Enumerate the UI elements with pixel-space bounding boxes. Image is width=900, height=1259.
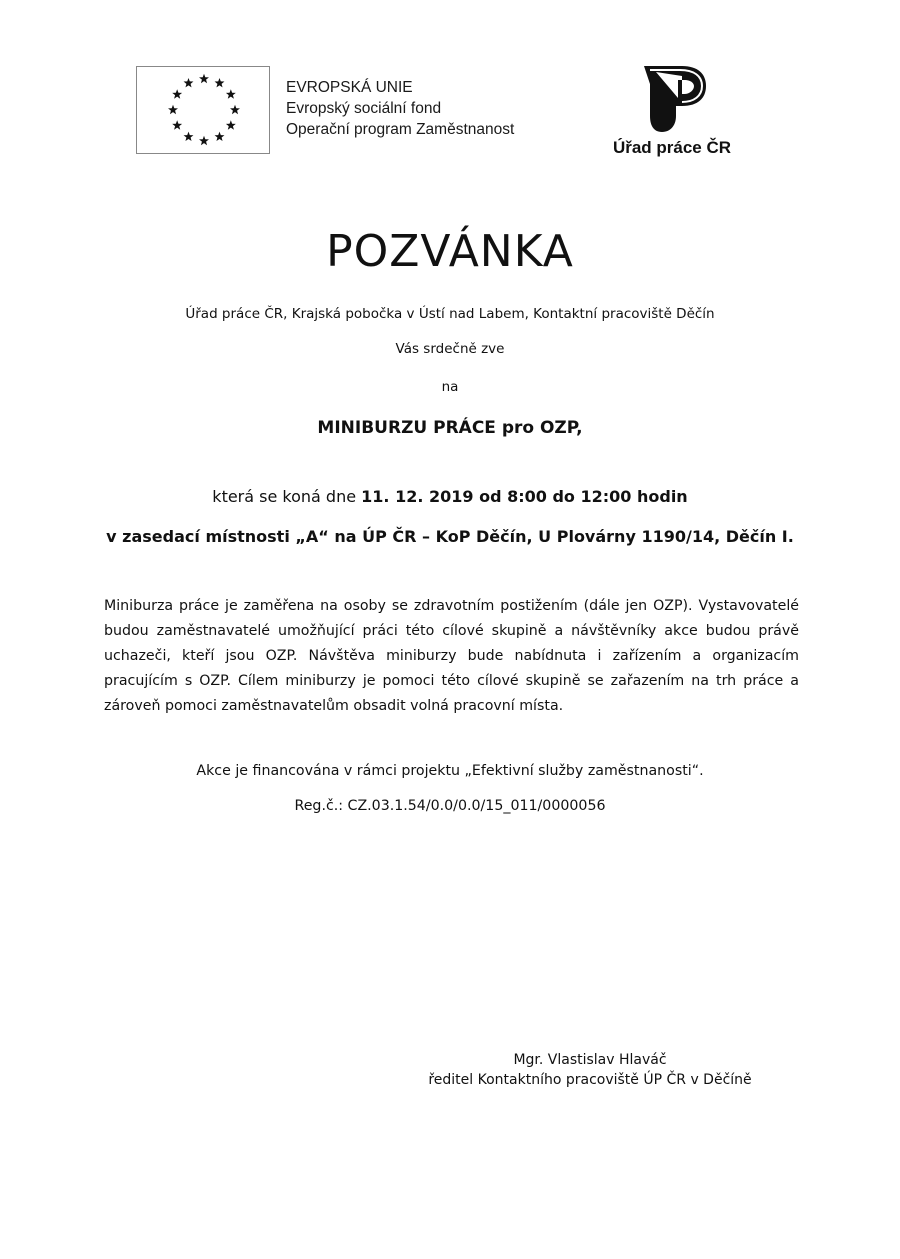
star-icon xyxy=(230,105,240,114)
star-icon xyxy=(172,89,182,98)
star-icon xyxy=(199,136,209,145)
signatory-name: Mgr. Vlastislav Hlaváč xyxy=(513,1052,667,1068)
event-date-line xyxy=(0,487,900,506)
star-icon xyxy=(168,105,178,114)
invite-line: Vás srdečně zve xyxy=(395,341,505,357)
event-date-time: 11. 12. 2019 od 8:00 do 12:00 hodin xyxy=(361,487,688,506)
star-icon xyxy=(199,74,209,83)
organizer-line: Úřad práce ČR, Krajská pobočka v Ústí nad Labem, Kontaktní pracoviště Děčín xyxy=(185,306,715,322)
eu-line-2: Evropský sociální fond xyxy=(286,100,442,117)
event-location: v zasedací místnosti „A“ na ÚP ČR – KoP Děčín, U Plovárny 1190/14, Děčín I. xyxy=(106,527,794,546)
date-prefix: která se koná dne xyxy=(212,487,362,506)
star-icon xyxy=(226,89,236,98)
star-icon xyxy=(215,78,225,87)
event-description: Miniburza práce je zaměřena na osoby se zdravotním postižením (dále jen OZP). Vystavovatelé budou zaměstnavatelé umožňující práci této cílové skupině a návštěvníky akce budou právě uchazeči, kteří jsou OZP. Návštěva miniburzy bude nabídnuta i zařízením a organizacím pracujícím s OZP. Cílem miniburzy je pomoci této cílové skupině se zařazením na trh práce a zároveň pomoci zaměstnavatelům obsadit volná pracovní místa. xyxy=(104,598,799,714)
eu-line-1: EVROPSKÁ UNIE xyxy=(286,79,413,96)
na-line: na xyxy=(441,379,459,395)
signatory-role: ředitel Kontaktního pracoviště ÚP ČR v Děčíně xyxy=(428,1072,752,1088)
urad-prace-name: Úřad práce ČR xyxy=(612,138,732,157)
star-icon xyxy=(226,120,236,129)
eu-stars-circle xyxy=(137,67,269,153)
signature-block xyxy=(400,1050,780,1090)
funding-note: Akce je financována v rámci projektu „Efektivní služby zaměstnanosti“. xyxy=(196,763,704,779)
event-name: MINIBURZU PRÁCE pro OZP, xyxy=(317,418,583,438)
registration-number: Reg.č.: CZ.03.1.54/0.0/0.0/15_011/0000056 xyxy=(294,798,606,814)
urad-prace-logo xyxy=(602,60,742,160)
star-icon xyxy=(215,132,225,141)
eu-program-text xyxy=(286,77,514,140)
star-icon xyxy=(172,120,182,129)
star-icon xyxy=(184,78,194,87)
eu-line-3: Operační program Zaměstnanost xyxy=(286,121,515,138)
urad-prace-logo-icon xyxy=(642,64,706,132)
eu-flag-icon xyxy=(136,66,270,154)
page-title: POZVÁNKA xyxy=(326,226,574,277)
star-icon xyxy=(184,132,194,141)
